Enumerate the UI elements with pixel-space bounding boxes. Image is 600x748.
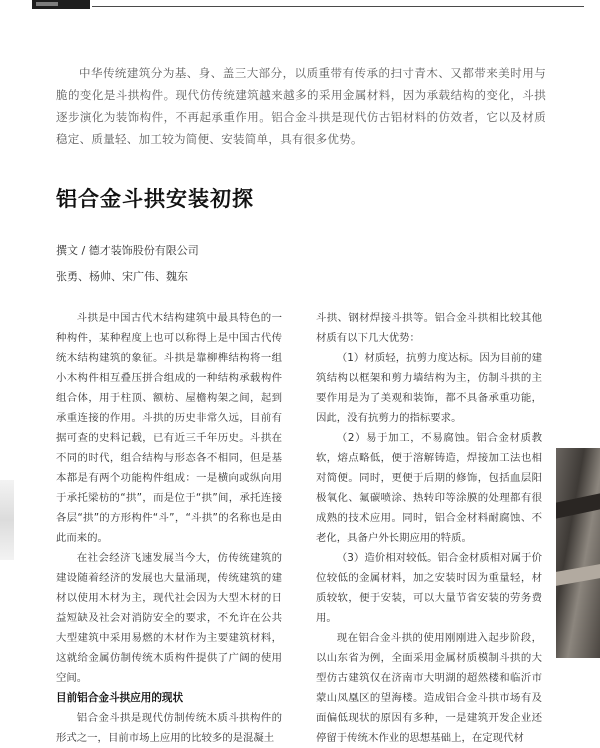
- byline-organization: 撰文 / 德才装饰股份有限公司: [56, 244, 199, 257]
- left-paragraph-3: 铝合金斗拱是现代仿制传统木质斗拱构件的形式之一，目前市场上应用的比较多的是混凝土: [56, 712, 282, 744]
- right-paragraph-2: （1）材质轻，抗剪力度达标。因为目前的建筑结构以框架和剪力墙结构为主，仿制斗拱的主要作用是为了美观和装饰，都不具备承重功能，因此，没有抗剪力的指标要求。: [316, 352, 542, 424]
- right-paragraph-5: 现在铝合金斗拱的使用刚刚进入起步阶段，以山东省为例，全面采用金属材质模制斗拱的大型仿古建筑仅在济南市大明湖的超然楼和临沂市蒙山凤凰区的望海楼。造成铝合金斗拱市场有及面偏低现状的原因有多种，一是建筑开发企业还停留于传统木作业的思想基础上，在定现代材: [316, 632, 542, 744]
- left-paragraph-2: 在社会经济飞速发展当今大，仿传统建筑的建设随着经济的发展也大量涌现，传统建筑的建材以使用木材为主，现代社会因为大型木材的日益短缺及社会对消防安全的要求，不允许在公共大型建筑中采用易燃的木材作为主要建筑材料，这就给金属仿制传统木质构件提供了广阔的使用空间。: [56, 552, 282, 684]
- byline-authors: 张勇、杨帅、宋广伟、魏东: [56, 270, 188, 283]
- article-title: 铝合金斗拱安装初探: [56, 187, 254, 211]
- byline: [56, 238, 199, 290]
- header-rule: [92, 6, 584, 7]
- right-paragraph-3: （2）易于加工，不易腐蚀。铝合金材质教软，熔点略低，便于溶解铸造，焊接加工法也相对简便。同时，更便于后期的修饰，包括血层阳极氧化、氟碳喷涂、热转印等涂膜的处理都有很成熟的技术应用。同时，铝合金材料耐腐蚀、不老化，具备户外长期应用的特质。: [316, 432, 542, 544]
- header-bar: [0, 0, 600, 10]
- intro-text: [56, 62, 546, 150]
- right-column: [316, 308, 542, 748]
- photo-beam-light: [556, 564, 600, 586]
- left-column: [56, 308, 282, 748]
- right-paragraph-4: （3）造价相对较低。铝合金材质相对属于价位较低的金属材料，加之安装时因为重量轻，材质较软，便于安装，可以大量节省安装的劳务费用。: [316, 552, 542, 624]
- right-paragraph-1: 斗拱、钢材焊接斗拱等。铝合金斗拱相比较其他材质有以下几大优势：: [316, 312, 542, 344]
- left-paragraph-1: 斗拱是中国古代木结构建筑中最具特色的一种构件，某种程度上也可以称得上是中国古代传统木结构建筑的象征。斗拱是靠柳榫结构将一组小木构件相互叠压拼合组成的一种结构承载构件组合体，用于柱顶、额枋、屋檐构架之间，起到承重连接的作用。斗拱的历史非常久远，目前有据可查的史料记载，已有近三千年历史。斗拱在不同的时代，组合结构与形态各不相同，但是基本都是有两个功能构件组成：一是横向或纵向用于承托梁枋的“拱”，而是位于“拱”间，承托连接各层“拱”的方形构件“斗”，“斗拱”的名称也是由此而来的。: [56, 312, 282, 544]
- intro-paragraph: 中华传统建筑分为基、身、盖三大部分，以质重带有传承的扫寸青木、又都带来美时用与脆的变化是斗拱构件。现代仿传统建筑越来越多的采用金属材料，因为承载结构的变化，斗拱逐步演化为装饰构件，不再起承重作用。铝合金斗拱是现代仿古铝材料的仿效者，它以及材质稳定、质量轻、加工较为简便、安装简单，具有很多优势。: [56, 66, 546, 146]
- header-tab-mark: [36, 2, 58, 6]
- section-heading: 目前铝合金斗拱应用的现状: [56, 692, 184, 704]
- page-edge-shadow: [0, 480, 14, 560]
- bracket-photo: [556, 448, 600, 658]
- photo-beam-dark: [556, 493, 600, 518]
